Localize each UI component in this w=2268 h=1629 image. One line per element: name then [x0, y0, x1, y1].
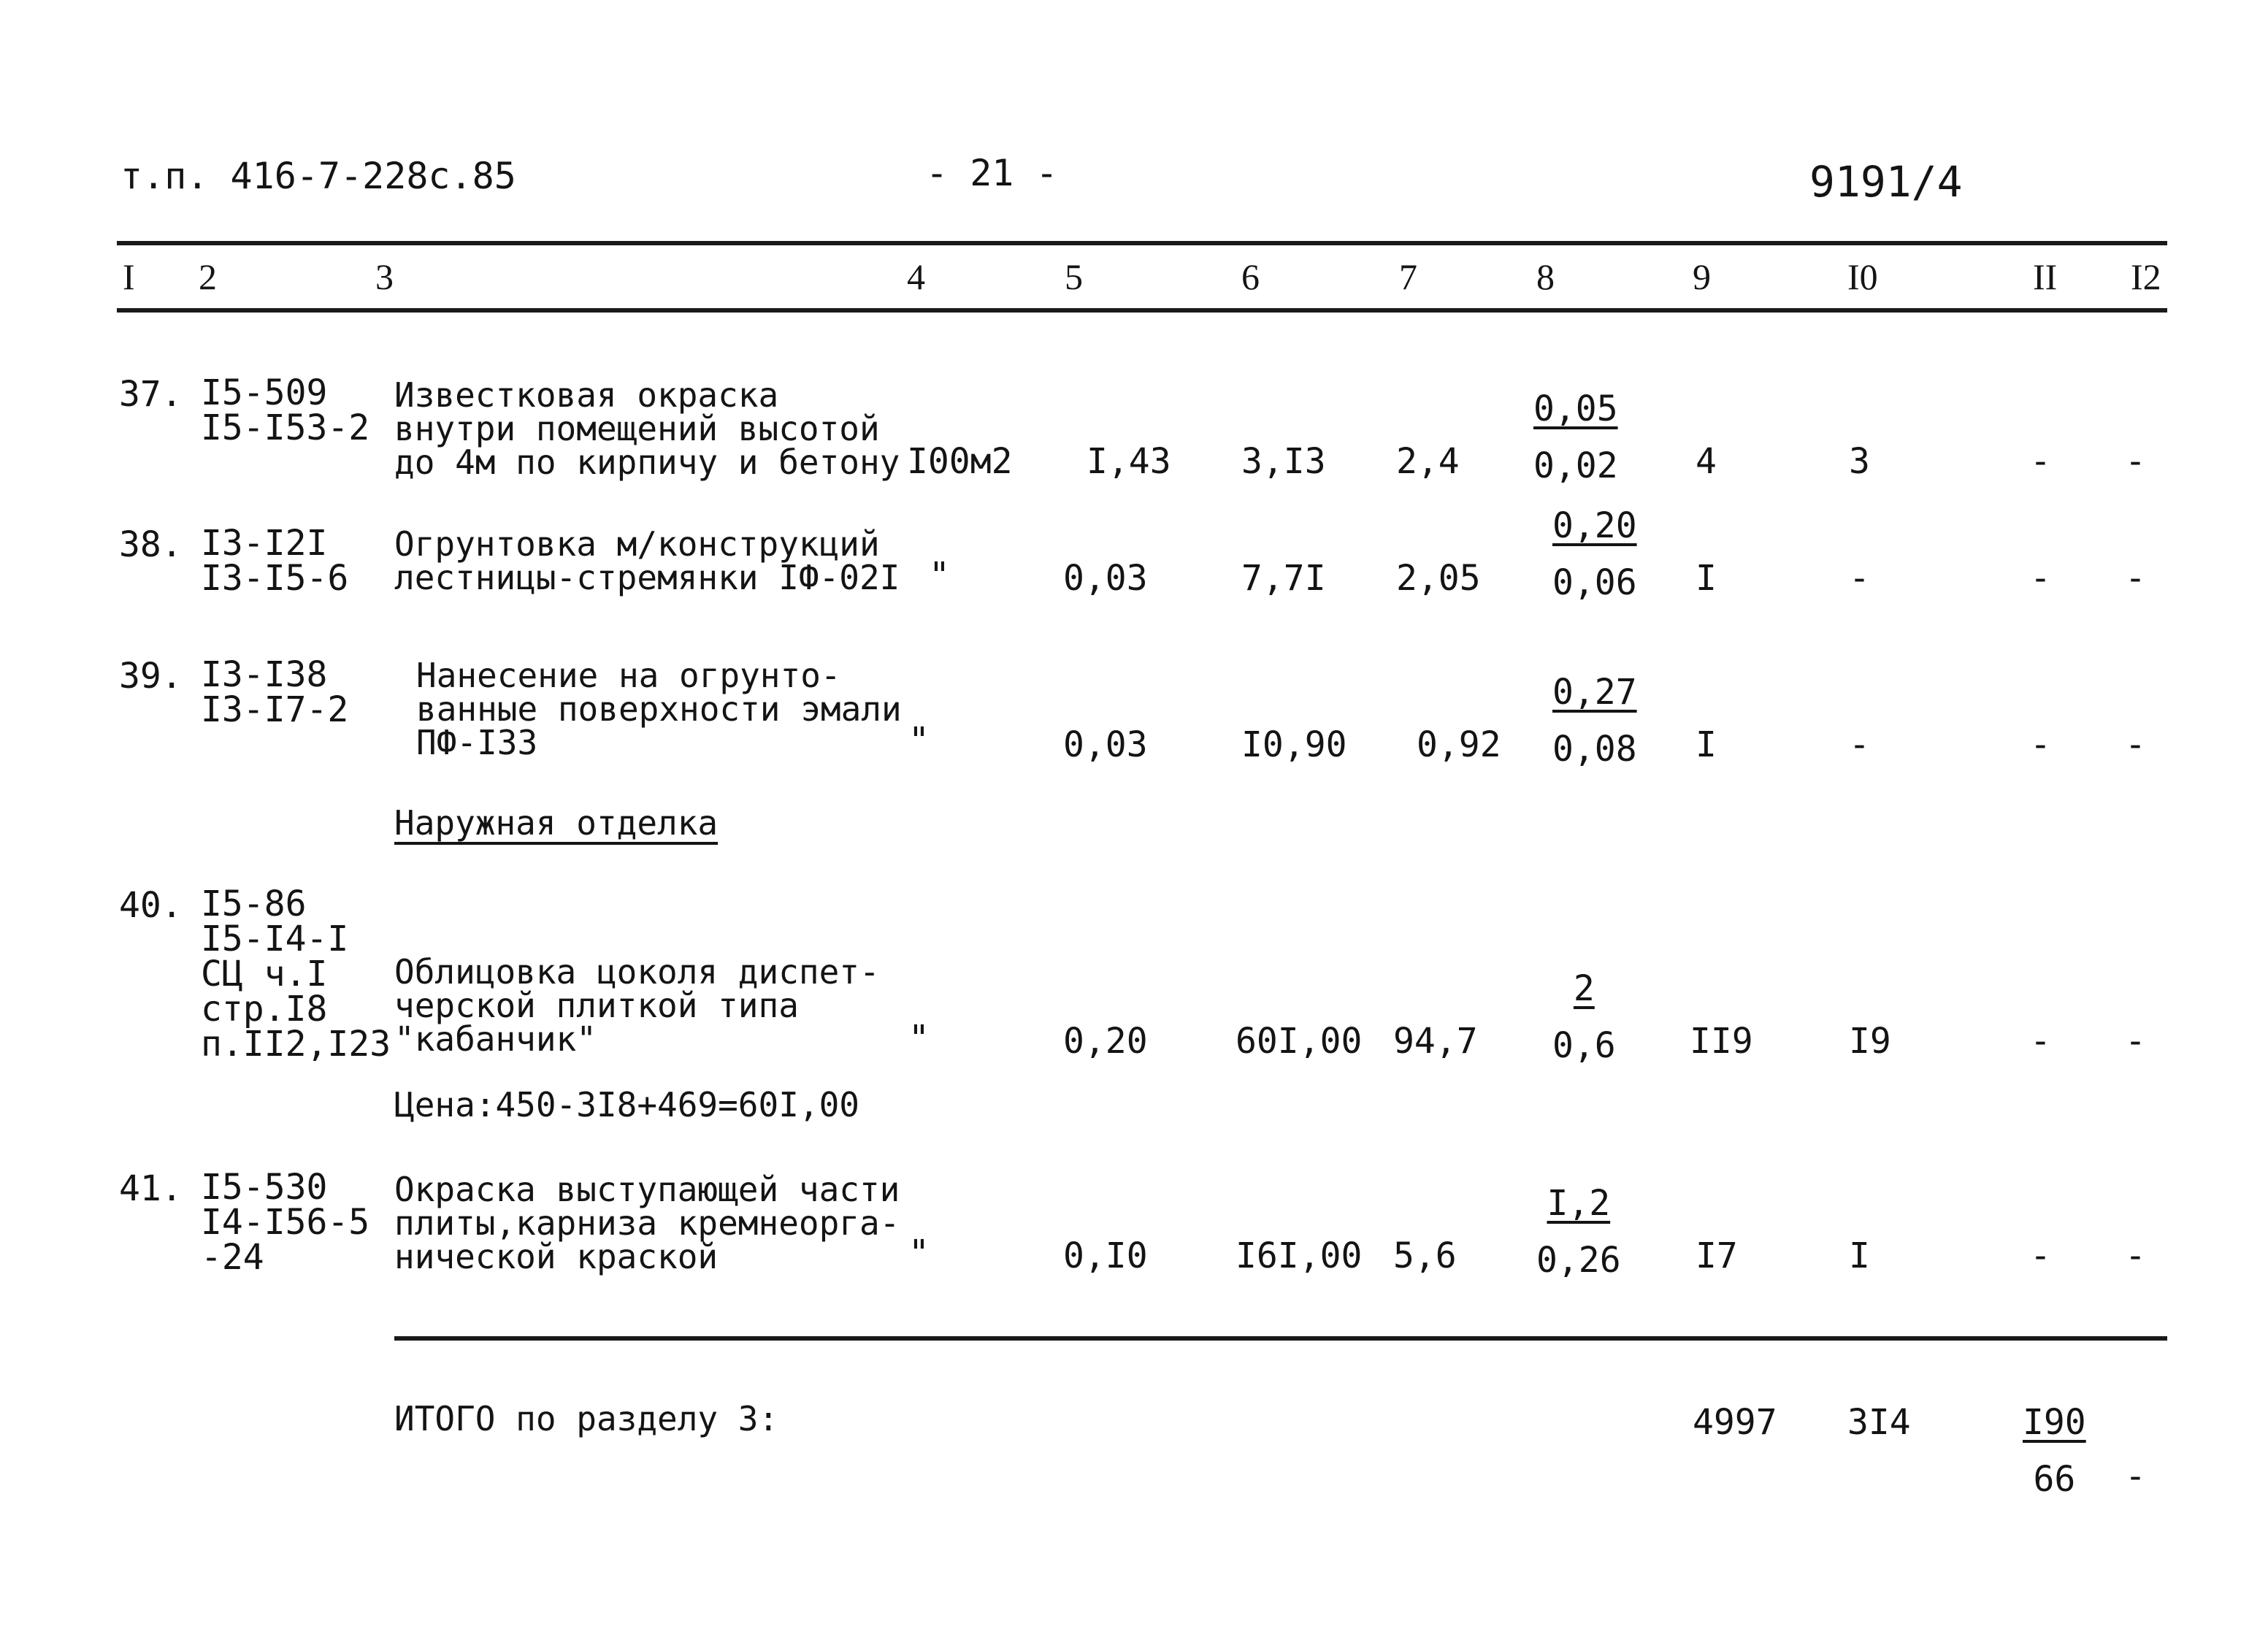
header-bottom-rule	[117, 308, 2167, 313]
column-number-10: I0	[1847, 256, 1878, 297]
row-col5: I,43	[1087, 441, 1171, 482]
column-number-11: II	[2033, 256, 2058, 297]
row-description: Известковая окраска внутри помещений высотой до 4м по кирпичу и бетону	[394, 375, 900, 482]
row-col9: I7	[1696, 1235, 1738, 1276]
column-number-1: I	[123, 256, 135, 297]
row-col8-fraction: $\frac{0,27}{0,08}$	[1552, 672, 1637, 770]
row-col6: 3,I3	[1241, 441, 1326, 482]
row-code: I3-I38 I3-I7-2	[201, 654, 349, 730]
row-unit: I00м2	[907, 441, 1013, 482]
row-col11: -	[2030, 724, 2051, 765]
document-reference: 9191/4	[1809, 157, 1963, 207]
row-unit: "	[908, 1018, 930, 1059]
section-heading: Наружная отделка	[394, 803, 719, 843]
row-col11: -	[2030, 1021, 2051, 1062]
column-number-2: 2	[199, 256, 217, 297]
row-col6: I0,90	[1241, 724, 1347, 765]
row-col7: 0,92	[1417, 724, 1501, 765]
column-number-4: 4	[907, 256, 925, 297]
row-col7: 2,4	[1396, 441, 1460, 482]
row-col11: -	[2030, 1235, 2051, 1276]
row-unit: "	[929, 555, 950, 596]
row-col8-fraction: $\frac{I,2}{0,26}$	[1536, 1183, 1621, 1281]
row-col5: 0,20	[1063, 1021, 1148, 1062]
row-code: I5-509 I5-I53-2	[201, 372, 370, 448]
column-number-5: 5	[1065, 256, 1083, 297]
header-top-rule	[117, 241, 2167, 245]
row-description: Облицовка цоколя диспет- черской плиткой типа "кабанчик"	[394, 952, 880, 1059]
row-col5: 0,I0	[1063, 1235, 1148, 1276]
column-number-8: 8	[1536, 256, 1555, 297]
row-col11: -	[2030, 558, 2051, 599]
row-col7: 94,7	[1393, 1021, 1478, 1062]
row-code: I5-86 I5-I4-I СЦ ч.I стр.I8 п.II2,I23	[201, 884, 391, 1065]
row-col6: 60I,00	[1235, 1021, 1363, 1062]
column-number-9: 9	[1693, 256, 1711, 297]
totals-col9: 4997	[1693, 1402, 1777, 1443]
column-number-12: I2	[2131, 256, 2161, 297]
row-col9: I	[1696, 558, 1717, 599]
row-number: 38.	[119, 524, 183, 565]
row-col11: -	[2030, 441, 2051, 482]
row-col12: -	[2125, 441, 2146, 482]
column-number-6: 6	[1241, 256, 1260, 297]
row-unit: "	[908, 1233, 930, 1273]
row-col8-fraction: $\frac{2}{0,6}$	[1552, 968, 1616, 1066]
row-col5: 0,03	[1063, 558, 1148, 599]
row-col10: -	[1849, 724, 1870, 765]
row-description: Окраска выступающей части плиты,карниза кремнеорга- нической краской	[394, 1170, 900, 1276]
totals-rule	[394, 1336, 2167, 1341]
row-number: 39.	[119, 656, 183, 697]
row-col9: II9	[1690, 1021, 1753, 1062]
column-number-7: 7	[1399, 256, 1417, 297]
row-col10: I	[1849, 1235, 1870, 1276]
row-col8-fraction: $\frac{0,05}{0,02}$	[1533, 388, 1618, 486]
price-note: Цена:450-3I8+469=60I,00	[394, 1085, 859, 1124]
totals-col12: -	[2125, 1456, 2146, 1497]
row-col6: 7,7I	[1241, 558, 1326, 599]
totals-col11-fraction: $\frac{I90}{66}$	[2023, 1402, 2086, 1500]
row-number: 40.	[119, 885, 183, 926]
row-col7: 5,6	[1393, 1235, 1457, 1276]
row-col9: I	[1696, 724, 1717, 765]
row-col12: -	[2125, 558, 2146, 599]
row-col12: -	[2125, 1021, 2146, 1062]
totals-label: ИТОГО по разделу 3:	[394, 1399, 779, 1438]
row-number: 41.	[119, 1168, 183, 1209]
row-col9: 4	[1696, 441, 1717, 482]
document-code: т.п. 416-7-228с.85	[120, 155, 516, 197]
row-col8-fraction: $\frac{0,20}{0,06}$	[1552, 505, 1637, 603]
row-col5: 0,03	[1063, 724, 1148, 765]
row-col6: I6I,00	[1235, 1235, 1363, 1276]
row-unit: "	[908, 720, 930, 761]
row-col10: 3	[1849, 441, 1870, 482]
row-description: Огрунтовка м/конструкций лестницы-стремянки IФ-02I	[394, 524, 900, 597]
row-col12: -	[2125, 724, 2146, 765]
page-number: - 21 -	[926, 152, 1058, 194]
column-number-3: 3	[375, 256, 394, 297]
row-number: 37.	[119, 374, 183, 415]
row-col10: -	[1849, 558, 1870, 599]
row-description: Нанесение на огрунто- ванные поверхности эмали ПФ-I33	[416, 656, 902, 762]
row-col12: -	[2125, 1235, 2146, 1276]
totals-col10: 3I4	[1847, 1402, 1911, 1443]
row-col7: 2,05	[1396, 558, 1481, 599]
row-code: I3-I2I I3-I5-6	[201, 523, 349, 599]
row-col10: I9	[1849, 1021, 1891, 1062]
row-code: I5-530 I4-I56-5 -24	[201, 1167, 370, 1278]
